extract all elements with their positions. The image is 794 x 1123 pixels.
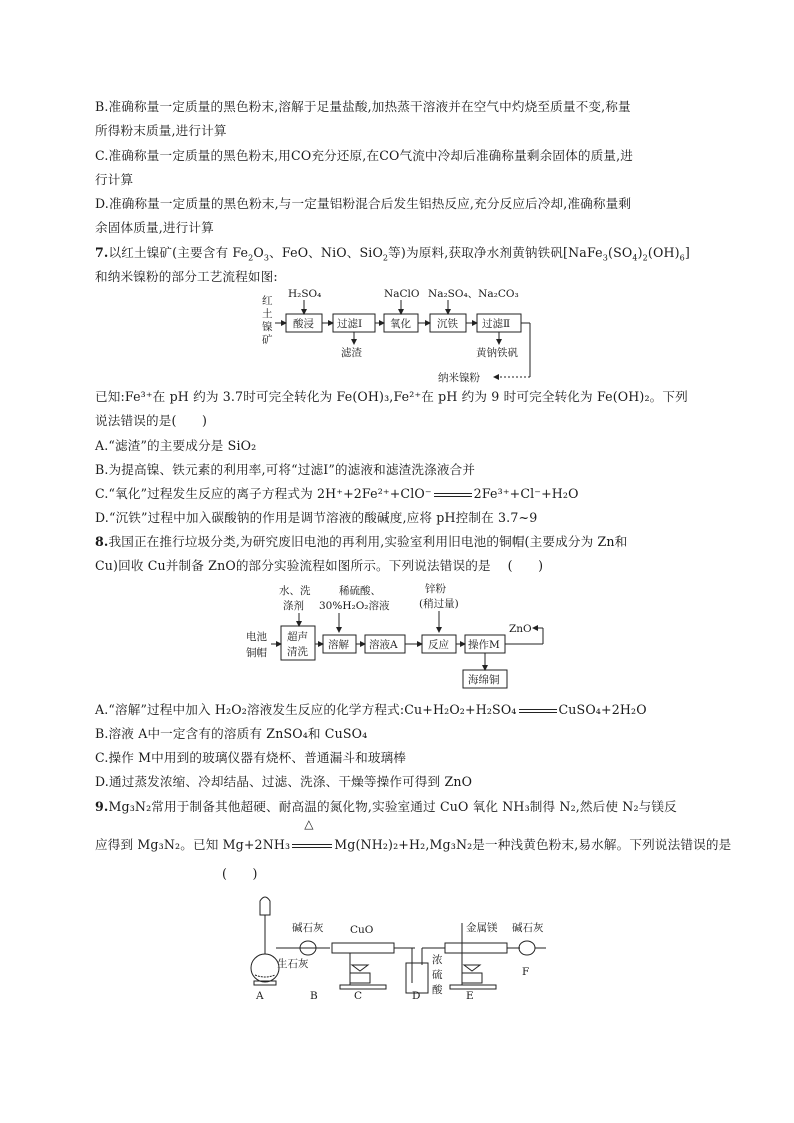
q7-stem-line2: 和纳米镍粉的部分工艺流程如图: xyxy=(95,269,278,284)
q8-start-label: 铜帽 xyxy=(246,647,267,659)
q9-letter: E xyxy=(466,990,474,1002)
q7-ore-label: 镍 xyxy=(262,321,273,333)
q7-stem-part: 、FeO、NiO、SiO xyxy=(269,245,383,260)
q8-reagent-label: 30%H₂O₂溶液 xyxy=(319,600,390,612)
q7-stem-part: 以红土镍矿(主要含有 Fe xyxy=(108,245,249,260)
q7-output-label: 纳米镍粉 xyxy=(438,372,480,384)
q7-reagent-label: H₂SO₄ xyxy=(288,288,322,300)
q9-label: CuO xyxy=(350,924,374,936)
q7-step-label: 沉铁 xyxy=(437,318,458,330)
q7-number: 7. xyxy=(95,245,109,260)
q8-stem-line1 xyxy=(95,534,627,550)
q6-option-c-line2: 行计算 xyxy=(95,172,134,187)
q7-output-label: 黄钠铁矾 xyxy=(476,347,518,359)
q9-answer-paren: ( ) xyxy=(222,866,258,881)
q7-ore-label: 红 xyxy=(262,295,273,307)
q9-label: 金属镁 xyxy=(466,922,498,934)
q8-number: 8. xyxy=(95,534,109,549)
q8-option-c: C.操作 M中用到的玻璃仪器有烧杯、普通漏斗和玻璃棒 xyxy=(95,750,407,765)
q9-stem-line1 xyxy=(95,799,677,815)
q9-letter: C xyxy=(354,990,363,1002)
q7-stem-line1: 7.以红土镍矿(主要含有 $Fe_2O_3$、FeO、NiO、SiO$_2$等)为原料,获取净水剂黄钠铁矾$[NaFe_3(SO_4)_2(OH)_6]$ xyxy=(95,245,690,263)
q8-option-b: B.溶液 A中一定含有的溶质有 ZnSO₄和 CuSO₄ xyxy=(95,726,368,741)
q6-option-c-line1: C.准确称量一定质量的黑色粉末,用CO充分还原,在CO气流中冷却后准确称量剩余固体的质量,进 xyxy=(95,148,633,163)
q8-step-label: 操作M xyxy=(468,639,500,651)
q8-step-label: 溶解 xyxy=(328,639,349,651)
q9-letter: F xyxy=(522,966,530,978)
q6-option-d-line1: D.准确称量一定质量的黑色粉末,与一定量铝粉混合后发生铝热反应,充分反应后冷却,准确称量剩 xyxy=(95,196,632,211)
q7-option-c-post: 2Fe³⁺+Cl⁻+H₂O xyxy=(473,486,579,501)
q7-ore-label: 矿 xyxy=(262,334,273,346)
q7-stem-part: (OH) xyxy=(647,245,680,260)
q8-step-label: 溶液A xyxy=(369,639,398,651)
q7-option-c-pre: C.“氧化”过程发生反应的离子方程式为 2H⁺+2Fe²⁺+ClO⁻ xyxy=(95,486,432,501)
q9-label: 硫 xyxy=(432,969,443,981)
q9-stem-pre: 应得到 Mg₃N₂。已知 Mg+2NH₃ xyxy=(95,837,291,852)
q7-ore-label: 土 xyxy=(262,308,273,320)
equals-sign-icon xyxy=(519,709,557,713)
q8-step-label: 清洗 xyxy=(287,646,308,658)
q8-option-a-post: CuSO₄+2H₂O xyxy=(558,702,647,717)
q9-number: 9. xyxy=(95,799,109,814)
q8-option-d: D.通过蒸发浓缩、冷却结晶、过滤、洗涤、干燥等操作可得到 ZnO xyxy=(95,774,473,789)
q7-flow-diagram xyxy=(250,284,550,384)
q8-reagent-label: (稍过量) xyxy=(419,598,459,610)
q9-stem-text: Mg₃N₂常用于制备其他超硬、耐高温的氮化物,实验室通过 CuO 氧化 NH₃制得 N₂,然后使 N₂与镁反 xyxy=(108,799,677,814)
q8-output-label: ZnO xyxy=(509,623,532,635)
equals-sign-icon xyxy=(434,493,472,497)
q7-known-line2: 说法错误的是( ) xyxy=(95,413,208,428)
q7-reagent-label: NaClO xyxy=(384,288,420,300)
q8-option-a-pre: A.“溶解”过程中加入 H₂O₂溶液发生反应的化学方程式:Cu+H₂O₂+H₂SO₄ xyxy=(95,702,517,717)
q8-start-label: 电池 xyxy=(246,631,267,643)
q7-option-b: B.为提高镍、铁元素的利用率,可将“过滤Ⅰ”的滤液和滤渣洗涤液合并 xyxy=(95,462,476,477)
q8-stem-line2: Cu)回收 Cu并制备 ZnO的部分实验流程如图所示。下列说法错误的是 ( ) xyxy=(95,558,544,573)
q8-stem-text: 我国正在推行垃圾分类,为研究废旧电池的再利用,实验室利用旧电池的铜帽(主要成分为 Zn和 xyxy=(108,534,628,549)
q7-step-label: 酸浸 xyxy=(293,318,314,330)
q7-option-a: A.“滤渣”的主要成分是 SiO₂ xyxy=(95,438,257,453)
q9-letter: D xyxy=(412,990,421,1002)
q7-step-label: 过滤Ⅱ xyxy=(482,318,511,330)
equals-sign-icon xyxy=(292,844,332,848)
heat-triangle-icon: △ xyxy=(304,816,314,831)
q7-known-line1: 已知:Fe³⁺在 pH 约为 3.7时可完全转化为 Fe(OH)₃,Fe²⁺在 pH 约为 9 时可完全转化为 Fe(OH)₂。下列 xyxy=(95,389,688,404)
heat-equation-sign xyxy=(290,816,334,854)
q9-letter: A xyxy=(256,990,264,1002)
q9-label: 浓 xyxy=(432,954,443,966)
q8-step-label: 反应 xyxy=(428,639,449,651)
q7-option-d: D.“沉铁”过程中加入碳酸钠的作用是调节溶液的酸碱度,应将 pH控制在 3.7~9 xyxy=(95,510,538,525)
q7-output-label: 滤渣 xyxy=(341,347,362,359)
q7-step-label: 氧化 xyxy=(390,318,411,330)
q6-option-b-line2: 所得粉末质量,进行计算 xyxy=(95,123,227,138)
q9-label: 生石灰 xyxy=(277,958,309,970)
q8-step-label: 超声 xyxy=(287,631,308,643)
q7-stem-part: 等)为原料,获取净水剂黄钠铁矾[NaFe xyxy=(388,245,603,260)
q9-apparatus-diagram xyxy=(240,893,550,1005)
q8-reagent-label: 锌粉 xyxy=(425,583,446,595)
q6-option-d-line2: 余固体质量,进行计算 xyxy=(95,220,214,235)
q8-reagent-label: 水、洗 xyxy=(279,585,311,597)
q8-reagent-label: 稀硫酸、 xyxy=(339,585,381,597)
q8-option-a xyxy=(95,702,647,718)
q9-stem-post: Mg(NH₂)₂+H₂,Mg₃N₂是一种浅黄色粉末,易水解。下列说法错误的是 xyxy=(334,837,732,852)
q9-stem-line2 xyxy=(95,816,732,854)
q7-option-c xyxy=(95,486,579,502)
q6-option-b-line1: B.准确称量一定质量的黑色粉末,溶解于足量盐酸,加热蒸干溶液并在空气中灼烧至质量不变,称量 xyxy=(95,99,631,114)
q8-reagent-label: 涤剂 xyxy=(283,600,304,612)
q9-letter: B xyxy=(310,990,318,1002)
q7-reagent-label: Na₂SO₄、Na₂CO₃ xyxy=(428,288,519,300)
q9-label: 碱石灰 xyxy=(292,922,324,934)
q9-label: 碱石灰 xyxy=(512,922,544,934)
q8-flow-diagram xyxy=(243,580,563,695)
q7-step-label: 过滤Ⅰ xyxy=(337,318,363,330)
q8-output-label: 海绵铜 xyxy=(468,674,500,686)
q9-label: 酸 xyxy=(432,984,443,996)
